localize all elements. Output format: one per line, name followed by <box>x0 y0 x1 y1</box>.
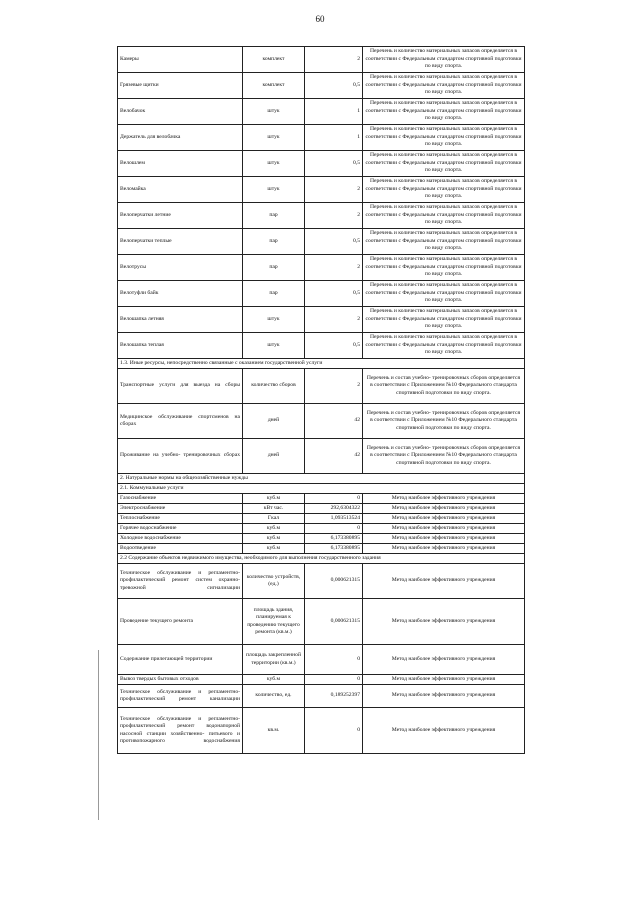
unit-cell: штук <box>243 333 305 359</box>
item-name-cell: Камеры <box>118 47 243 73</box>
item-name-cell: Газоснабжение <box>118 494 243 504</box>
unit-cell: куб.м <box>243 494 305 504</box>
unit-cell: штук <box>243 151 305 177</box>
unit-cell: пар <box>243 203 305 229</box>
unit-cell: количество сборов <box>243 369 305 404</box>
table-row <box>118 504 525 514</box>
quantity-cell: 0 <box>305 645 363 675</box>
section-row <box>118 484 525 494</box>
training-note-cell: Перечень и состав учебно- тренировочных сборов определяется в соответствии с Приложением №10 Федерального стандарта спортивной подготовки по виду спорта. <box>363 439 525 474</box>
quantity-cell: 0,5 <box>305 151 363 177</box>
margin-line <box>98 650 99 820</box>
table-row <box>118 307 525 333</box>
method-cell: Метод наиболее эффективного учреждения <box>363 494 525 504</box>
table-row <box>118 177 525 203</box>
item-name-cell: Водоотведение <box>118 544 243 554</box>
standard-note-cell: Перечень и количество материальных запасов определяется в соответствии с Федеральным стандартом спортивной подготовки по виду спорта. <box>363 307 525 333</box>
section-heading: 2. Натуральные нормы на общехозяйственные нужды <box>118 474 525 484</box>
item-name-cell: Велоперчатки летние <box>118 203 243 229</box>
quantity-cell: 6,173380895 <box>305 534 363 544</box>
item-name-cell: Велошлем <box>118 151 243 177</box>
unit-cell: пар <box>243 281 305 307</box>
quantity-cell: 0,000621315 <box>305 599 363 645</box>
standard-note-cell: Перечень и количество материальных запасов определяется в соответствии с Федеральным стандартом спортивной подготовки по виду спорта. <box>363 47 525 73</box>
item-name-cell: Велошапка летняя <box>118 307 243 333</box>
item-name-cell: Техническое обслуживание и регламентно- профилактический ремонт систем охранно- тревожной сигнализации <box>118 564 243 599</box>
quantity-cell: 0,5 <box>305 281 363 307</box>
unit-cell: площадь закрепленной территории (кв.м.) <box>243 645 305 675</box>
table-row <box>118 73 525 99</box>
unit-cell: штук <box>243 125 305 151</box>
standard-note-cell: Перечень и количество материальных запасов определяется в соответствии с Федеральным стандартом спортивной подготовки по виду спорта. <box>363 151 525 177</box>
method-cell: Метод наиболее эффективного учреждения <box>363 504 525 514</box>
item-name-cell: Электроснабжение <box>118 504 243 514</box>
quantity-cell: 0 <box>305 675 363 685</box>
item-name-cell: Велоперчатки теплые <box>118 229 243 255</box>
table-row <box>118 281 525 307</box>
page-number: 60 <box>315 14 325 24</box>
unit-cell: комплект <box>243 47 305 73</box>
standard-note-cell: Перечень и количество материальных запасов определяется в соответствии с Федеральным стандартом спортивной подготовки по виду спорта. <box>363 255 525 281</box>
unit-cell: куб.м <box>243 544 305 554</box>
standard-note-cell: Перечень и количество материальных запасов определяется в соответствии с Федеральным стандартом спортивной подготовки по виду спорта. <box>363 99 525 125</box>
item-name-cell: Техническое обслуживание и регламентно- профилактический ремонт канализации <box>118 685 243 708</box>
table-row <box>118 255 525 281</box>
quantity-cell: 0,5 <box>305 73 363 99</box>
method-cell: Метод наиболее эффективного учреждения <box>363 645 525 675</box>
table-row <box>118 685 525 708</box>
quantity-cell: 1,093513524 <box>305 514 363 524</box>
standard-note-cell: Перечень и количество материальных запасов определяется в соответствии с Федеральным стандартом спортивной подготовки по виду спорта. <box>363 229 525 255</box>
unit-cell: дней <box>243 439 305 474</box>
standard-note-cell: Перечень и количество материальных запасов определяется в соответствии с Федеральным стандартом спортивной подготовки по виду спорта. <box>363 281 525 307</box>
table-row <box>118 564 525 599</box>
method-cell: Метод наиболее эффективного учреждения <box>363 675 525 685</box>
standard-note-cell: Перечень и количество материальных запасов определяется в соответствии с Федеральным стандартом спортивной подготовки по виду спорта. <box>363 333 525 359</box>
item-name-cell: Велошапка теплая <box>118 333 243 359</box>
table-row <box>118 544 525 554</box>
standard-note-cell: Перечень и количество материальных запасов определяется в соответствии с Федеральным стандартом спортивной подготовки по виду спорта. <box>363 203 525 229</box>
quantity-cell: 6,173380895 <box>305 544 363 554</box>
table-row <box>118 645 525 675</box>
method-cell: Метод наиболее эффективного учреждения <box>363 514 525 524</box>
section-row <box>118 474 525 484</box>
norms-table <box>117 46 525 754</box>
method-cell: Метод наиболее эффективного учреждения <box>363 599 525 645</box>
section-heading: 2.1. Коммунальные услуги <box>118 484 525 494</box>
item-name-cell: Грязевые щитки <box>118 73 243 99</box>
quantity-cell: 0,5 <box>305 229 363 255</box>
item-name-cell: Проведение текущего ремонта <box>118 599 243 645</box>
item-name-cell: Держатель для велобачка <box>118 125 243 151</box>
quantity-cell: 42 <box>305 404 363 439</box>
table-row <box>118 494 525 504</box>
quantity-cell: 0,000621315 <box>305 564 363 599</box>
table-row <box>118 708 525 754</box>
quantity-cell: 0,5 <box>305 333 363 359</box>
table-row <box>118 333 525 359</box>
table-row <box>118 369 525 404</box>
method-cell: Метод наиболее эффективного учреждения <box>363 524 525 534</box>
quantity-cell: 1 <box>305 125 363 151</box>
unit-cell: куб.м <box>243 524 305 534</box>
method-cell: Метод наиболее эффективного учреждения <box>363 685 525 708</box>
section-heading: 1.3. Иные ресурсы, непосредственно связанные с оказанием государственной услуги <box>118 359 525 369</box>
unit-cell: количество, ед. <box>243 685 305 708</box>
item-name-cell: Велотуфли байк <box>118 281 243 307</box>
unit-cell: пар <box>243 255 305 281</box>
quantity-cell: 2 <box>305 177 363 203</box>
item-name-cell: Теплоснабжение <box>118 514 243 524</box>
table-row <box>118 99 525 125</box>
table-row <box>118 203 525 229</box>
table-row <box>118 404 525 439</box>
quantity-cell: 0,189252397 <box>305 685 363 708</box>
unit-cell: кв.м. <box>243 708 305 754</box>
table-row <box>118 524 525 534</box>
quantity-cell: 0 <box>305 524 363 534</box>
section-row <box>118 359 525 369</box>
unit-cell: куб.м <box>243 534 305 544</box>
item-name-cell: Горячее водоснабжение <box>118 524 243 534</box>
item-name-cell: Вывоз твердых бытовых отходов <box>118 675 243 685</box>
table-row <box>118 151 525 177</box>
table-row <box>118 439 525 474</box>
unit-cell: количество устройств, (ед.) <box>243 564 305 599</box>
quantity-cell: 0 <box>305 494 363 504</box>
standard-note-cell: Перечень и количество материальных запасов определяется в соответствии с Федеральным стандартом спортивной подготовки по виду спорта. <box>363 73 525 99</box>
quantity-cell: 292,6304322 <box>305 504 363 514</box>
unit-cell: штук <box>243 99 305 125</box>
method-cell: Метод наиболее эффективного учреждения <box>363 708 525 754</box>
standard-note-cell: Перечень и количество материальных запасов определяется в соответствии с Федеральным стандартом спортивной подготовки по виду спорта. <box>363 125 525 151</box>
item-name-cell: Веломайка <box>118 177 243 203</box>
item-name-cell: Медицинское обслуживание спортсменов на сборах <box>118 404 243 439</box>
method-cell: Метод наиболее эффективного учреждения <box>363 544 525 554</box>
unit-cell: пар <box>243 229 305 255</box>
item-name-cell: Содержание прилегающей территории <box>118 645 243 675</box>
quantity-cell: 2 <box>305 369 363 404</box>
quantity-cell: 2 <box>305 307 363 333</box>
item-name-cell: Транспортные услуги для выезда на сборы <box>118 369 243 404</box>
unit-cell: кВт час. <box>243 504 305 514</box>
unit-cell: штук <box>243 307 305 333</box>
table-row <box>118 125 525 151</box>
section-row <box>118 554 525 564</box>
unit-cell: дней <box>243 404 305 439</box>
quantity-cell: 2 <box>305 203 363 229</box>
table-row <box>118 514 525 524</box>
quantity-cell: 42 <box>305 439 363 474</box>
standard-note-cell: Перечень и количество материальных запасов определяется в соответствии с Федеральным стандартом спортивной подготовки по виду спорта. <box>363 177 525 203</box>
item-name-cell: Проживание на учебно- тренировочных сборах <box>118 439 243 474</box>
item-name-cell: Холодное водоснабжение <box>118 534 243 544</box>
quantity-cell: 1 <box>305 99 363 125</box>
table-row <box>118 47 525 73</box>
table-row <box>118 675 525 685</box>
unit-cell: Гкал <box>243 514 305 524</box>
training-note-cell: Перечень и состав учебно- тренировочных сборов определяется в соответствии с Приложением №10 Федерального стандарта спортивной подготовки по виду спорта. <box>363 369 525 404</box>
unit-cell: штук <box>243 177 305 203</box>
method-cell: Метод наиболее эффективного учреждения <box>363 534 525 544</box>
table-row <box>118 599 525 645</box>
unit-cell: площадь здания, планируемая к проведению текущего ремонта (кв.м.) <box>243 599 305 645</box>
quantity-cell: 2 <box>305 47 363 73</box>
section-heading: 2.2 Содержание объектов недвижимого имущества, необходимого для выполнения государственного задания <box>118 554 525 564</box>
training-note-cell: Перечень и состав учебно- тренировочных сборов определяется в соответствии с Приложением №10 Федерального стандарта спортивной подготовки по виду спорта. <box>363 404 525 439</box>
table-row <box>118 229 525 255</box>
method-cell: Метод наиболее эффективного учреждения <box>363 564 525 599</box>
quantity-cell: 0 <box>305 708 363 754</box>
unit-cell: куб.м <box>243 675 305 685</box>
item-name-cell: Велобачок <box>118 99 243 125</box>
item-name-cell: Велотрусы <box>118 255 243 281</box>
quantity-cell: 2 <box>305 255 363 281</box>
item-name-cell: Техническое обслуживание и регламентно- профилактический ремонт водонапорной насосной станции хозяйственно- питьевого и противопожарного водоснабжения <box>118 708 243 754</box>
unit-cell: комплект <box>243 73 305 99</box>
table-row <box>118 534 525 544</box>
